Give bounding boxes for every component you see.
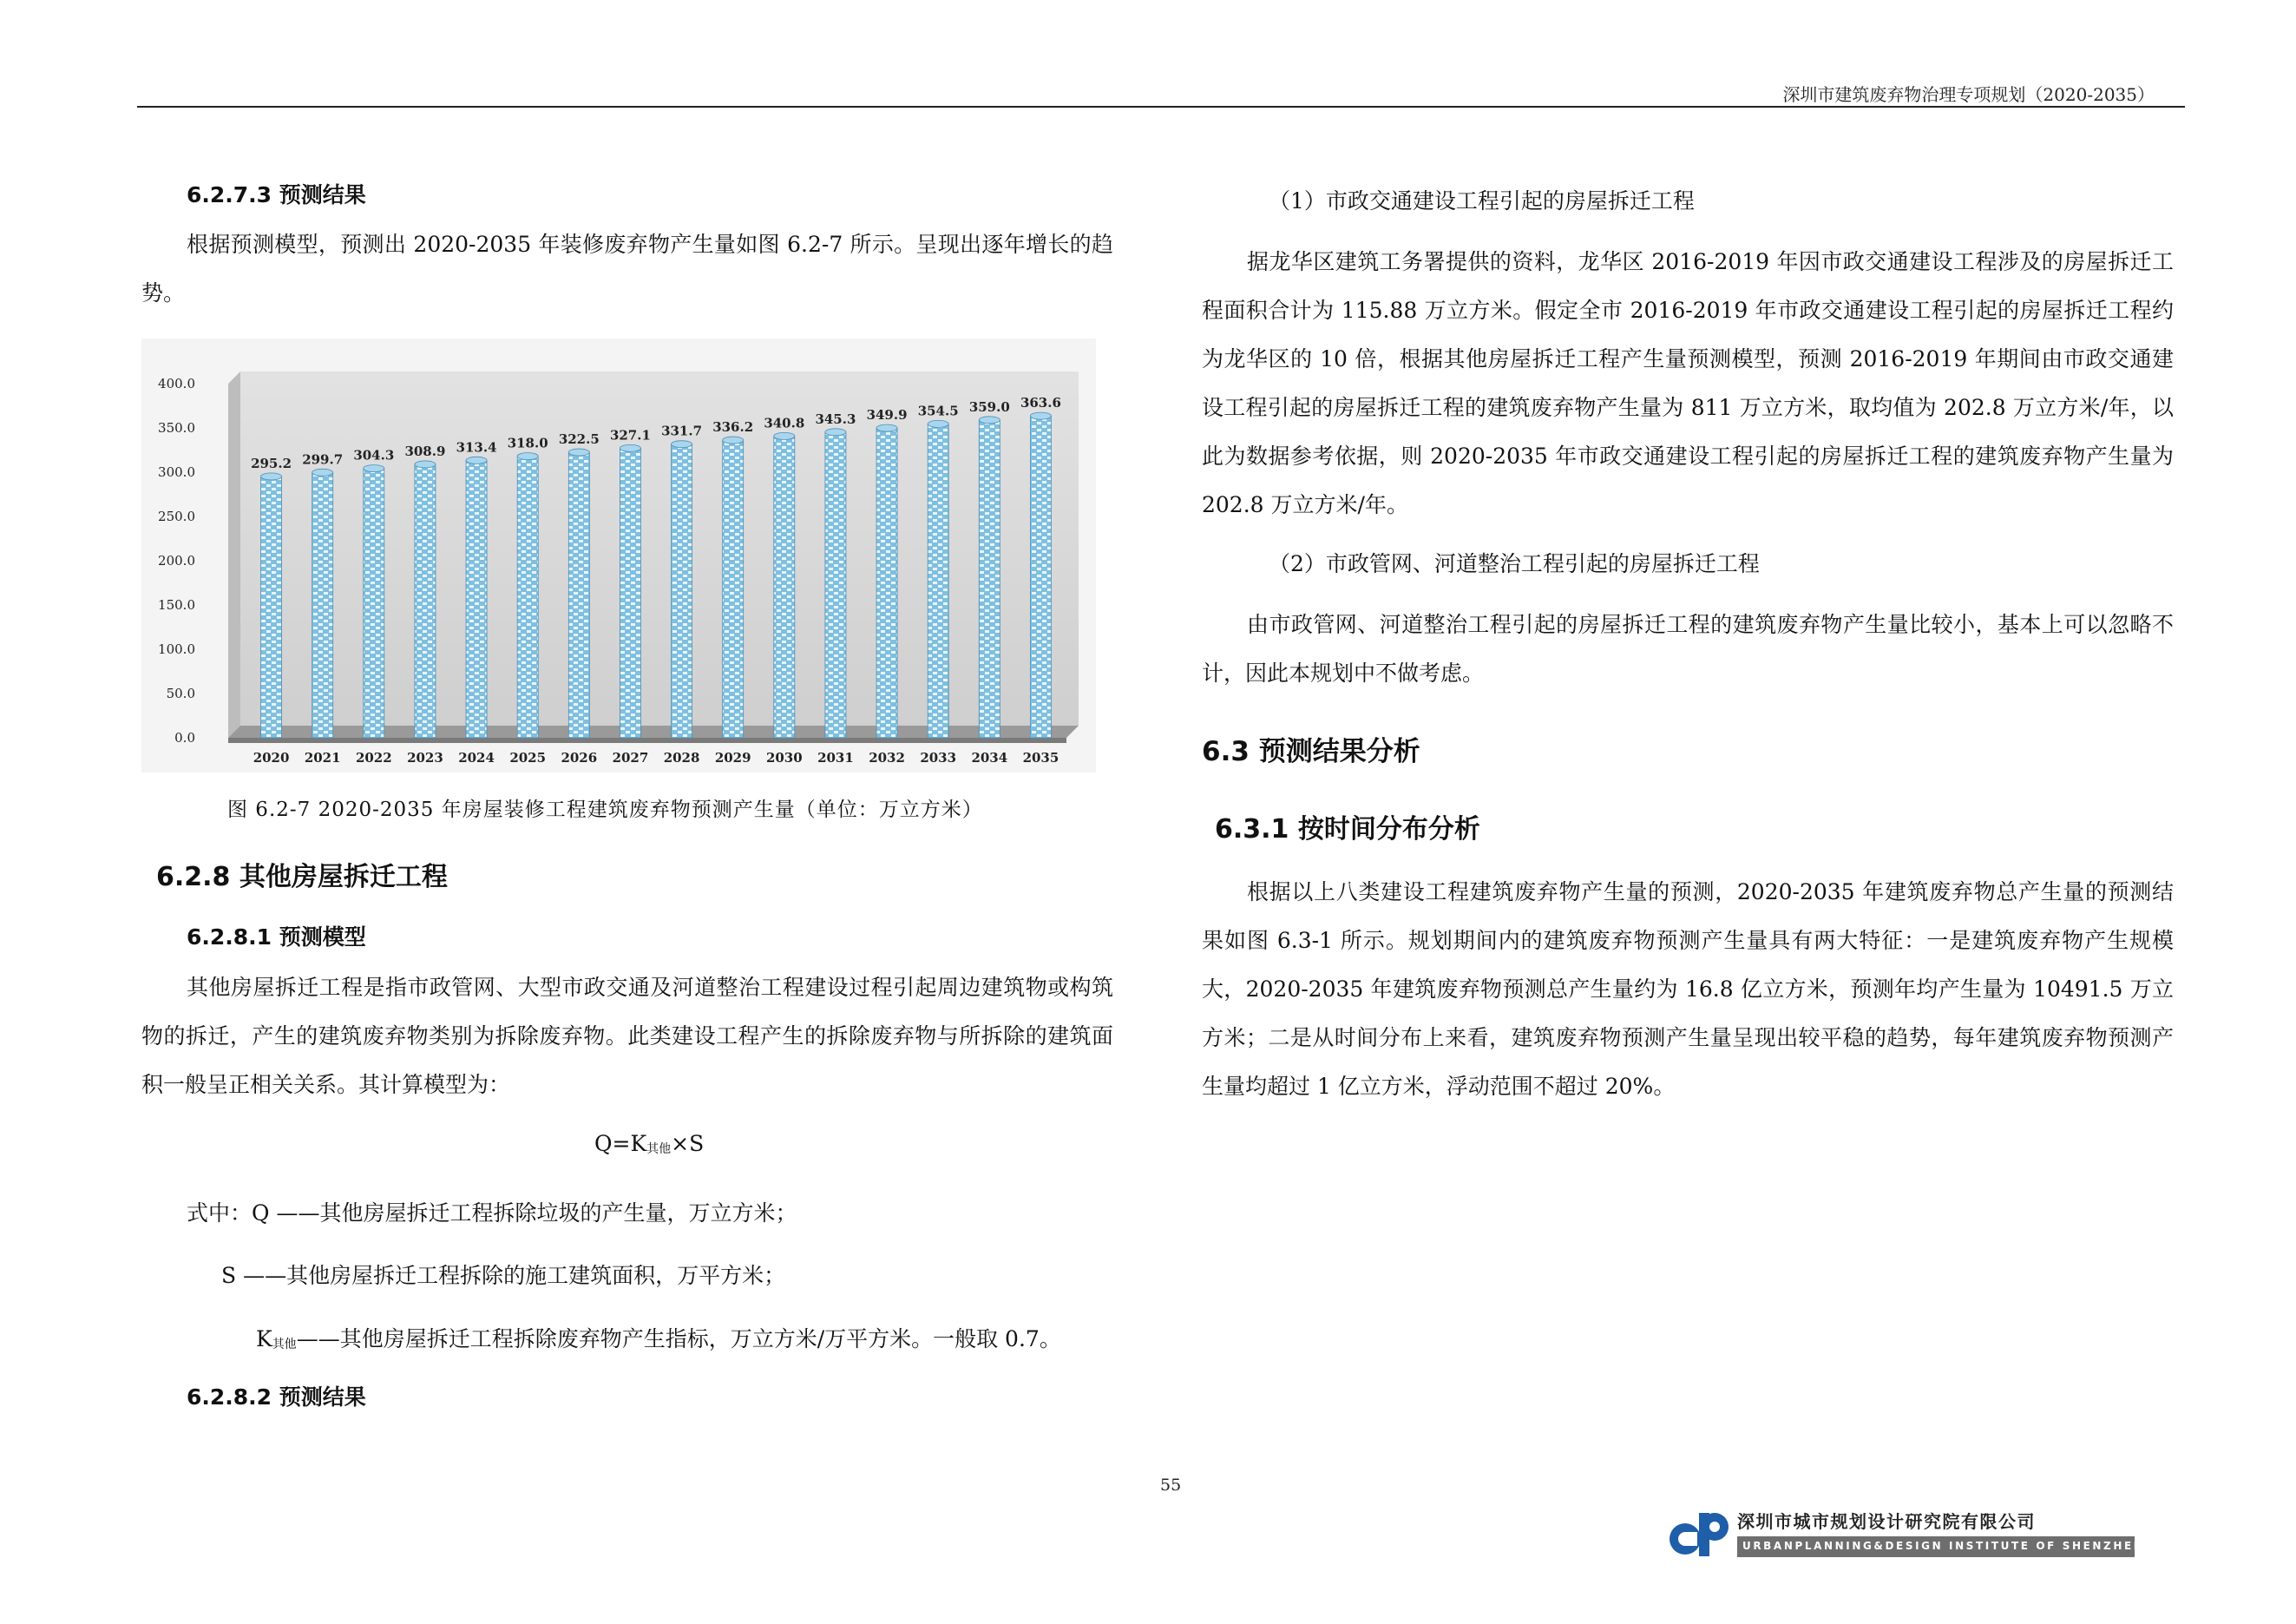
section-heading-6-3-1: 6.3.1 按时间分布分析 (1215, 814, 1480, 845)
y-tick-label: 0.0 (174, 730, 195, 746)
y-tick-label: 300.0 (158, 464, 195, 480)
organization-logo (1666, 1506, 2152, 1593)
x-tick-label: 2035 (1022, 750, 1059, 766)
x-tick-label: 2023 (407, 750, 443, 766)
bar-value-label: 299.7 (302, 451, 344, 468)
bar-top-cap (723, 437, 744, 444)
bar-top-cap (672, 441, 692, 448)
section-heading-6-2-8: 6.2.8 其他房屋拆迁工程 (156, 862, 448, 892)
organization-name-en: URBANPLANNING&DESIGN INSTITUTE OF SHENZHEN (1742, 1540, 2145, 1552)
formula-k-definition (256, 1322, 1061, 1353)
bar-top-cap (620, 444, 640, 451)
paragraph-item-2: 由市政管网、河道整治工程引起的房屋拆迁工程的建筑废弃物产生量比较小，基本上可以忽略不计，因此本规划中不做考虑。 (1202, 612, 2174, 686)
formula-main-subscript: 其他 (646, 1142, 672, 1156)
y-tick-label: 250.0 (158, 509, 195, 524)
bar-value-label: 349.9 (866, 407, 908, 424)
x-tick-label: 2030 (765, 750, 803, 766)
paragraph-6-2-8-1: 其他房屋拆迁工程是指市政管网、大型市政交通及河道整治工程建设过程引起周边建筑物或构筑物的拆迁，产生的建筑废弃物类别为拆除废弃物。此类建设工程产生的拆除废弃物与所拆除的建筑面积一般呈正相关关系。其计算模型为： (141, 975, 1113, 1097)
running-header-title: 深圳市建筑废弃物治理专项规划（2020-2035） (1782, 84, 2155, 105)
bar-value-label: 304.3 (353, 447, 395, 464)
item-1-heading: （1）市政交通建设工程引起的房屋拆迁工程 (1269, 188, 1695, 214)
section-heading-6-2-7-3: 6.2.7.3 预测结果 (187, 182, 366, 207)
x-tick-label: 2022 (355, 750, 392, 766)
y-tick-label: 50.0 (166, 686, 195, 701)
y-tick-label: 400.0 (158, 376, 195, 391)
y-axis (158, 376, 195, 746)
chart-side-wall (228, 371, 240, 738)
formula-main-right: ×S (671, 1131, 705, 1156)
x-tick-label: 2027 (612, 750, 649, 766)
paragraph-6-2-7-3: 根据预测模型，预测出 2020-2035 年装修废弃物产生量如图 6.2-7 所示。呈现出逐年增长的趋势。 (141, 232, 1113, 306)
bar-value-label: 354.5 (917, 403, 959, 419)
x-tick-label: 2034 (971, 750, 1008, 766)
formula-s-definition: S ——其他房屋拆迁工程拆除的施工建筑面积，万平方米； (221, 1263, 786, 1288)
item-2-heading: （2）市政管网、河道整治工程引起的房屋拆迁工程 (1269, 551, 1760, 576)
bar-value-label: 363.6 (1020, 395, 1061, 411)
bar-top-cap (312, 469, 333, 476)
bar-top-cap (517, 453, 538, 460)
bar-value-label: 295.2 (251, 455, 292, 471)
cdp-logo-icon (1666, 1508, 1734, 1560)
bar (774, 436, 795, 738)
page-number: 55 (1160, 1476, 1182, 1495)
bar-value-label: 359.0 (968, 398, 1010, 415)
bar (825, 432, 846, 738)
bar-top-cap (568, 449, 589, 456)
chart-floor-edge (228, 738, 1066, 743)
x-tick-label: 2020 (253, 750, 290, 766)
bar-value-label: 318.0 (507, 435, 548, 451)
figure-caption: 图 6.2-7 2020-2035 年房屋装修工程建筑废弃物预测产生量（单位：万立方米） (227, 799, 983, 821)
bar-top-cap (774, 432, 795, 439)
formula-main-left: Q=K (594, 1131, 647, 1156)
bar (928, 424, 948, 738)
y-tick-label: 350.0 (158, 420, 195, 436)
paragraph-6-3-1: 根据以上八类建设工程建筑废弃物产生量的预测，2020-2035 年建筑废弃物总产生量的预测结果如图 6.3-1 所示。规划期间内的建筑废弃物预测产生量具有两大特征：一是建筑废弃物产生规模大，2020-2035 年建筑废弃物预测总产生量约为 16.8 亿立方米，预测年均产生量为 10491.5 万立方米；二是从时间分布上来看，建筑废弃物预测产生量呈现出较平稳的趋势，每年建筑废弃物预测产生量均超过 1 亿立方米，浮动范围不超过 20%。 (1202, 879, 2174, 1099)
bar-top-cap (261, 473, 282, 480)
y-tick-label: 200.0 (158, 553, 195, 569)
section-heading-6-2-8-2: 6.2.8.2 预测结果 (187, 1384, 366, 1410)
bar-top-cap (364, 465, 384, 472)
x-tick-label: 2024 (458, 750, 495, 766)
y-tick-label: 100.0 (158, 641, 195, 657)
x-tick-label: 2032 (869, 750, 905, 766)
section-heading-6-2-8-1: 6.2.8.1 预测模型 (187, 924, 366, 950)
bar (415, 464, 436, 738)
chart-plot-area (228, 371, 1079, 743)
bar (312, 472, 333, 738)
formula-k-left: K (256, 1326, 272, 1351)
bar-top-cap (415, 461, 436, 468)
bar-chart-figure (141, 339, 1096, 773)
bar-value-label: 331.7 (661, 423, 703, 439)
bar-top-cap (466, 457, 487, 464)
bar-top-cap (979, 417, 1000, 424)
bar-top-cap (876, 424, 897, 431)
section-heading-6-3: 6.3 预测结果分析 (1202, 736, 1420, 767)
bar-value-label: 322.5 (558, 431, 600, 448)
header-divider (137, 106, 2185, 108)
bar (723, 440, 744, 738)
bar (517, 457, 538, 738)
bar (568, 452, 589, 738)
bar-chart (141, 339, 1096, 773)
bar-value-label: 340.8 (764, 415, 805, 431)
organization-name-cn: 深圳市城市规划设计研究院有限公司 (1737, 1511, 2036, 1532)
bar (672, 444, 692, 738)
formula-q-definition: 式中：Q ——其他房屋拆迁工程拆除垃圾的产生量，万立方米； (187, 1200, 797, 1226)
x-tick-label: 2028 (663, 750, 700, 766)
bar (979, 420, 1000, 738)
x-tick-label: 2029 (714, 750, 751, 766)
formula-main (594, 1131, 704, 1157)
bar (1030, 416, 1051, 738)
bar (364, 469, 384, 738)
bar-value-label: 327.1 (609, 427, 651, 444)
x-tick-label: 2021 (304, 750, 341, 766)
x-tick-label: 2026 (561, 750, 598, 766)
bar-value-label: 345.3 (815, 411, 856, 427)
chart-floor (228, 726, 1079, 738)
bar-value-label: 313.4 (456, 439, 497, 456)
bar (466, 460, 487, 738)
bar (261, 477, 282, 738)
y-tick-label: 150.0 (158, 597, 195, 613)
bar (620, 448, 640, 738)
x-axis (253, 750, 1059, 766)
bar-top-cap (825, 429, 846, 436)
formula-k-subscript: 其他 (272, 1338, 297, 1351)
bar (876, 428, 897, 738)
bar-value-label: 336.2 (712, 419, 754, 436)
x-tick-label: 2033 (920, 750, 957, 766)
bar-top-cap (928, 420, 948, 427)
x-tick-label: 2031 (817, 750, 854, 766)
paragraph-item-1: 据龙华区建筑工务署提供的资料，龙华区 2016-2019 年因市政交通建设工程涉及的房屋拆迁工程面积合计为 115.88 万立方米。假定全市 2016-2019 年市政交通建设工程引起的房屋拆迁工程约为龙华区的 10 倍，根据其他房屋拆迁工程产生量预测模型，预测 2016-2019 年期间由市政交通建设工程引起的房屋拆迁工程的建筑废弃物产生量为 811 万立方米，取均值为 202.8 万立方米/年，以此为数据参考依据，则 2020-2035 年市政交通建设工程引起的房屋拆迁工程的建筑废弃物产生量为 202.8 万立方米/年。 (1202, 249, 2174, 517)
bar-top-cap (1030, 412, 1051, 419)
x-tick-label: 2025 (509, 750, 547, 766)
bar-value-label: 308.9 (404, 443, 446, 459)
formula-k-right: ——其他房屋拆迁工程拆除废弃物产生指标，万立方米/万平方米。一般取 0.7。 (296, 1326, 1061, 1351)
